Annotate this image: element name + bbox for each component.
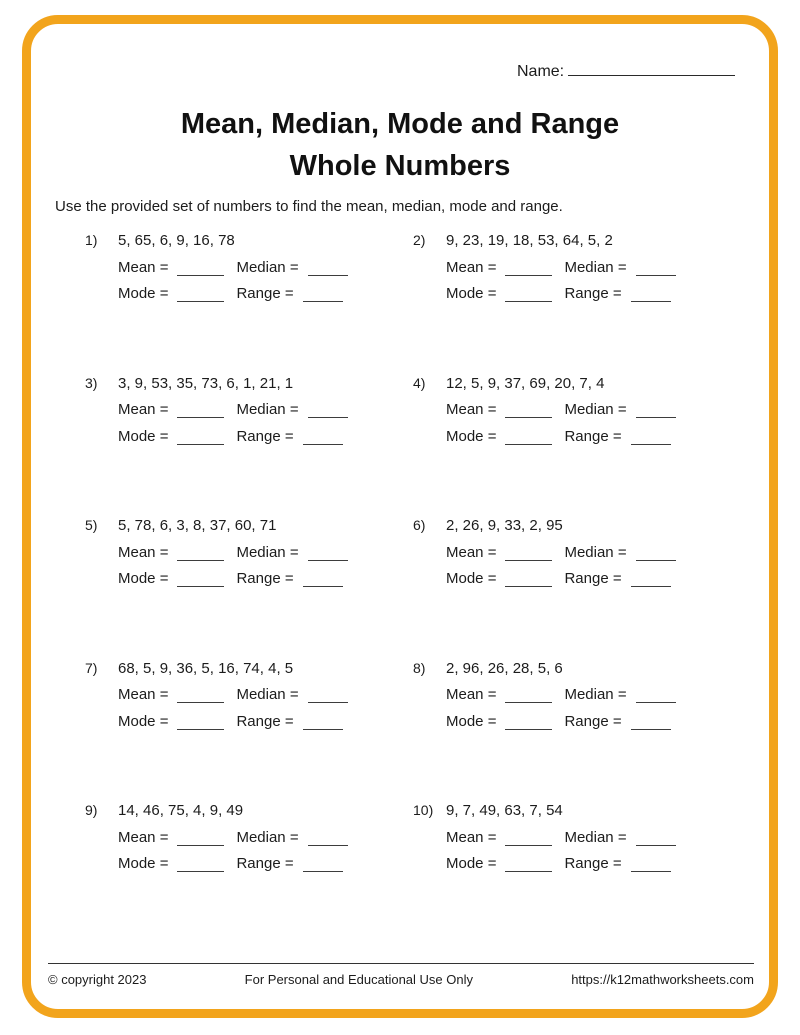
problem-9 [85,798,413,941]
mode-blank [505,728,552,730]
number-set: 3, 9, 53, 35, 73, 6, 1, 21, 1 [118,374,294,392]
median-blank [636,559,676,561]
name-field-row [517,58,735,81]
range-label: Range = [564,570,622,587]
mean-label: Mean = [118,258,169,276]
median-label: Median = [236,543,299,561]
range-blank [631,870,671,872]
range-blank [631,728,671,730]
name-label: Name: [517,63,565,80]
mode-label: Mode = [118,712,169,730]
problem-number: 4) [413,374,426,391]
mean-label: Mean = [118,401,169,418]
mode-label: Mode = [118,427,169,445]
range-label: Range = [236,855,294,872]
number-set: 2, 26, 9, 33, 2, 95 [446,517,563,534]
mean-label: Mean = [118,828,169,846]
range-label: Range = [564,427,622,445]
name-blank-line [568,58,735,76]
median-blank [308,274,348,276]
title-line-1: Mean, Median, Mode and Range [180,108,620,140]
mean-blank [505,416,552,418]
median-label: Median = [564,543,627,561]
range-label: Range = [564,285,622,302]
mean-label: Mean = [118,543,169,561]
mode-label: Mode = [446,427,497,445]
mean-blank [177,416,224,418]
problem-4 [413,371,741,514]
median-blank [308,701,348,703]
problem-3 [85,371,413,514]
mode-blank [505,870,552,872]
mean-label: Mean = [446,828,497,846]
range-blank [303,443,343,445]
mode-label: Mode = [446,570,497,587]
number-set: 9, 7, 49, 63, 7, 54 [446,802,563,819]
median-label: Median = [564,828,627,846]
range-label: Range = [236,570,294,587]
median-blank [308,416,348,418]
problem-8 [413,656,741,799]
mean-blank [505,844,552,846]
mean-label: Mean = [446,686,497,703]
median-blank [636,274,676,276]
median-blank [636,844,676,846]
range-blank [631,585,671,587]
problem-number: 5) [85,517,98,533]
footer-divider [48,963,754,964]
problem-10 [413,798,741,941]
mean-label: Mean = [446,401,497,418]
mode-blank [177,870,224,872]
number-set: 68, 5, 9, 36, 5, 16, 74, 4, 5 [118,659,294,677]
mean-blank [505,559,552,561]
mode-label: Mode = [118,285,169,302]
mode-label: Mode = [446,855,497,872]
problem-7 [85,656,413,799]
median-label: Median = [236,401,299,418]
range-label: Range = [236,427,294,445]
mode-blank [177,585,224,587]
copyright-text: © copyright 2023 [48,972,147,987]
mean-blank [177,274,224,276]
problem-number: 8) [413,659,426,676]
mode-blank [177,443,224,445]
problem-number: 10) [413,802,434,818]
range-label: Range = [236,285,294,302]
median-label: Median = [236,828,299,846]
median-blank [308,559,348,561]
mode-blank [505,585,552,587]
number-set: 2, 96, 26, 28, 5, 6 [446,659,563,677]
mode-blank [505,300,552,302]
median-blank [636,701,676,703]
usage-text: For Personal and Educational Use Only [244,972,474,987]
mean-blank [177,559,224,561]
mode-label: Mode = [446,712,497,730]
median-blank [308,844,348,846]
mode-label: Mode = [118,855,169,872]
mean-blank [505,274,552,276]
range-blank [303,870,343,872]
range-label: Range = [564,855,622,872]
mode-blank [177,728,224,730]
problem-number: 7) [85,659,98,676]
mean-blank [505,701,552,703]
mean-blank [177,701,224,703]
footer [48,972,754,987]
range-blank [631,443,671,445]
range-blank [303,728,343,730]
problem-number: 9) [85,802,98,818]
range-label: Range = [236,712,294,730]
mode-label: Mode = [446,285,497,302]
median-label: Median = [236,258,299,276]
median-blank [636,416,676,418]
number-set: 14, 46, 75, 4, 9, 49 [118,802,244,819]
range-blank [303,585,343,587]
problem-number: 1) [85,232,98,248]
number-set: 12, 5, 9, 37, 69, 20, 7, 4 [446,374,605,392]
page-title [0,103,800,187]
range-blank [631,300,671,302]
title-line-2: Whole Numbers [289,150,511,182]
mean-label: Mean = [446,543,497,561]
problem-6 [413,513,741,656]
problem-2 [413,228,741,371]
median-label: Median = [564,258,627,276]
median-label: Median = [564,401,627,418]
range-label: Range = [564,712,622,730]
problem-1 [85,228,413,371]
problem-number: 2) [413,232,426,248]
problem-5 [85,513,413,656]
number-set: 9, 23, 19, 18, 53, 64, 5, 2 [446,232,613,249]
median-label: Median = [236,686,299,703]
problems-grid [85,228,741,941]
problem-number: 6) [413,517,426,533]
number-set: 5, 65, 6, 9, 16, 78 [118,232,235,249]
mode-blank [177,300,224,302]
median-label: Median = [564,686,627,703]
website-link[interactable]: https://k12mathworksheets.com [571,972,754,987]
problem-number: 3) [85,374,98,391]
mode-blank [505,443,552,445]
number-set: 5, 78, 6, 3, 8, 37, 60, 71 [118,517,277,534]
mean-label: Mean = [118,686,169,703]
range-blank [303,300,343,302]
mean-blank [177,844,224,846]
mean-label: Mean = [446,258,497,276]
instructions-text: Use the provided set of numbers to find the mean, median, mode and range. [55,198,563,215]
mode-label: Mode = [118,570,169,587]
